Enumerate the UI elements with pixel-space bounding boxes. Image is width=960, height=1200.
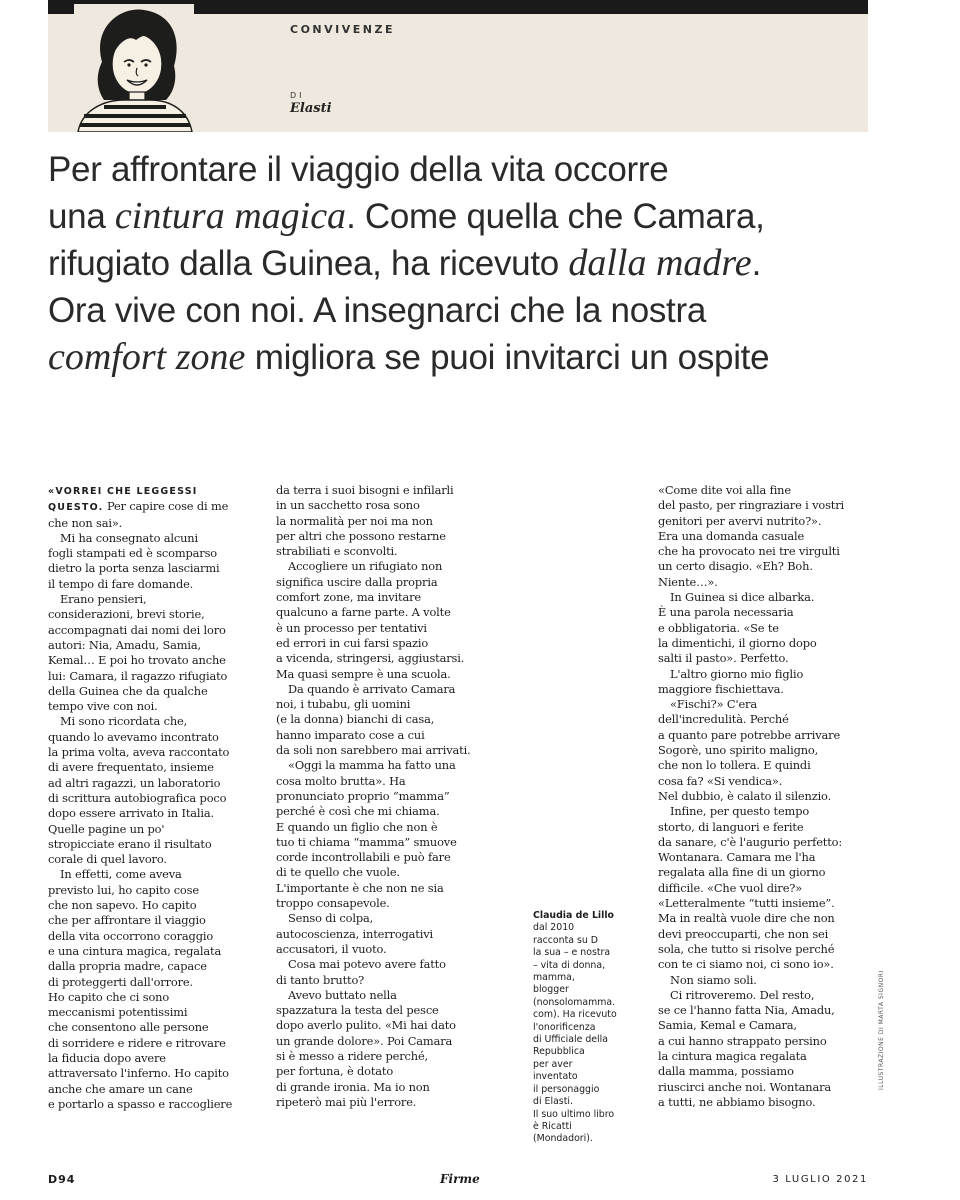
bio-line: la sua – e nostra (533, 947, 611, 959)
headline-text: una (48, 197, 115, 236)
text-line: in un sacchetto rosa sono (276, 498, 420, 513)
text-line: a cui hanno strappato persino (658, 1033, 827, 1048)
text-line: e una cintura magica, regalata (48, 943, 222, 958)
text-line: la prima volta, aveva raccontato (48, 745, 230, 760)
text-line: In effetti, come aveva (60, 867, 182, 882)
bio-line: – vita di donna, (533, 959, 606, 971)
lead-in: «VORREI CHE LEGGESSI (48, 486, 198, 497)
text-line: E quando un figlio che non è (276, 819, 438, 834)
text-line: quando lo avevamo incontrato (48, 729, 219, 744)
text-line: da sanare, c'è l'augurio perfetto: (658, 834, 843, 849)
text-line: strabiliati e sconvolti. (276, 544, 398, 559)
text-line: la normalità per noi ma non (276, 513, 433, 528)
text-line: spazzatura la testa del pesce (276, 1003, 439, 1018)
bio-line: blogger (533, 984, 569, 996)
text-line: Avevo buttato nella (288, 987, 397, 1002)
text-line: della vita occorrono coraggio (48, 928, 214, 943)
text-line: attraversato l'inferno. Ho capito (48, 1066, 229, 1081)
text-line: di scrittura autobiografica poco (48, 790, 227, 805)
text-line: È una parola necessaria (658, 605, 794, 620)
text-line: troppo consapevole. (276, 896, 390, 911)
text-line: Mi ha consegnato alcuni (60, 530, 198, 545)
bio-line: di Elasti. (533, 1096, 573, 1108)
paragraph (48, 867, 268, 1112)
text-line: che non sai». (48, 515, 123, 530)
text-line: «Oggi la mamma ha fatto una (288, 758, 456, 773)
text-line: hanno imparato cose a cui (276, 727, 425, 742)
paragraph (658, 973, 888, 988)
text-line: riuscirci anche noi. Wontanara (658, 1079, 832, 1094)
author-portrait-icon (74, 4, 194, 132)
text-line: lui: Camara, il ragazzo rifugiato (48, 668, 228, 683)
text-line: In Guinea si dice albarka. (670, 590, 815, 605)
text-line: Samia, Kemal e Camara, (658, 1018, 797, 1033)
text-line: che non sapevo. Ho capito (48, 898, 197, 913)
text-line: Accogliere un rifugiato non (288, 559, 443, 574)
paragraph (48, 516, 268, 531)
text-line: autocoscienza, interrogativi (276, 926, 434, 941)
text-line: se ce l'hanno fatta Nia, Amadu, (658, 1003, 835, 1018)
text-line: Niente…». (658, 574, 718, 589)
text-line: accusatori, il vuoto. (276, 941, 387, 956)
headline (48, 146, 908, 381)
text-line: difficile. «Che vuol dire?» (658, 880, 803, 895)
text-line: Ho capito che ci sono (48, 989, 170, 1004)
lead-rest: Per capire cose di me (103, 499, 229, 514)
text-line: dopo essere arrivato in Italia. (48, 806, 215, 821)
text-line: Cosa mai potevo avere fatto (288, 957, 446, 972)
paragraph (658, 590, 888, 666)
paragraph (48, 531, 268, 592)
bio-line: Repubblica (533, 1046, 585, 1058)
text-line: fogli stampati ed è scomparso (48, 546, 217, 561)
byline-author: Elasti (290, 101, 332, 116)
text-line: significa uscire dalla propria (276, 574, 438, 589)
text-line: a tutti, ne abbiamo bisogno. (658, 1094, 816, 1109)
text-line: autori: Nia, Amadu, Samia, (48, 637, 201, 652)
text-line: «Come dite voi alla fine (658, 483, 791, 497)
text-line: Era una domanda casuale (658, 528, 805, 543)
lead-paragraph (48, 483, 268, 516)
text-line: un grande dolore». Poi Camara (276, 1033, 453, 1048)
text-line: si è messo a ridere perché, (276, 1048, 429, 1063)
bio-line: (Mondadori). (533, 1133, 593, 1145)
text-line: dopo averlo pulito. «Mi hai dato (276, 1018, 456, 1033)
text-line: il tempo di fare domande. (48, 576, 194, 591)
headline-emphasis: cintura magica (114, 195, 347, 237)
paragraph (276, 682, 516, 758)
text-line: Sogorè, uno spirito maligno, (658, 743, 819, 758)
text-line: di avere frequentato, insieme (48, 760, 214, 775)
headline-line (48, 334, 908, 381)
text-line: Ci ritroveremo. Del resto, (670, 987, 815, 1002)
text-line: con te ci siamo noi, ci sono io». (658, 957, 834, 972)
text-line: che ha provocato nei tre virgulti (658, 544, 840, 559)
text-line: L'altro giorno mio figlio (670, 666, 804, 681)
text-line: ed errori in cui farsi spazio (276, 635, 429, 650)
illustration-credit: ILLUSTRAZIONE DI MARTA SIGNORI (878, 970, 885, 1090)
bio-line: mamma, (533, 972, 575, 984)
text-line: ad altri ragazzi, un laboratorio (48, 775, 221, 790)
text-line: qualcuno a farne parte. A volte (276, 605, 451, 620)
text-line: Infine, per questo tempo (670, 804, 810, 819)
paragraph (658, 483, 888, 590)
headline-text: . (751, 244, 762, 283)
text-line: previsto lui, ho capito cose (48, 882, 199, 897)
text-line: che non lo tollera. E quindi (658, 758, 811, 773)
text-line: «Letteralmente “tutti insieme”. (658, 896, 835, 911)
text-line: da terra i suoi bisogni e infilarli (276, 483, 454, 497)
text-line: per fortuna, è dotato (276, 1064, 394, 1079)
text-line: storto, di languori e ferite (658, 819, 804, 834)
text-line: corale di quel lavoro. (48, 852, 167, 867)
text-line: a vicenda, stringersi, aggiustarsi. (276, 651, 465, 666)
text-line: «Fischi?» C'era (670, 697, 757, 712)
text-line: considerazioni, brevi storie, (48, 607, 205, 622)
text-line: da soli non sarebbero mai arrivati. (276, 743, 471, 758)
text-line: Kemal… E poi ho trovato anche (48, 653, 226, 668)
text-line: del pasto, per ringraziare i vostri (658, 498, 845, 513)
lead-in: QUESTO. (48, 502, 104, 514)
text-line: L'importante è che non ne sia (276, 880, 444, 895)
text-line: di te quello che vuole. (276, 865, 400, 880)
text-line: dalla propria madre, capace (48, 959, 207, 974)
headline-line (48, 193, 908, 240)
bio-line: è Ricatti (533, 1120, 572, 1132)
text-line: pronunciato proprio “mamma” (276, 788, 450, 803)
paragraph (276, 559, 516, 681)
bio-name: Claudia de Lillo (533, 910, 614, 921)
text-line: corde incontrollabili e può fare (276, 850, 451, 865)
bio-line: Il suo ultimo libro (533, 1108, 615, 1120)
bio-line: per aver (533, 1058, 573, 1070)
bio-line: com). Ha ricevuto (533, 1009, 617, 1021)
text-column-1 (48, 483, 268, 1112)
text-line: che consentono alle persone (48, 1020, 209, 1035)
text-line: Ma in realtà vuole dire che non (658, 911, 835, 926)
headline-text: . Come quella che Camara, (346, 197, 765, 236)
section-name: Firme (440, 1172, 480, 1186)
page-number: D94 (48, 1173, 76, 1186)
text-line: cosa fa? «Si vendica». (658, 773, 783, 788)
text-line: maggiore fischiettava. (658, 681, 784, 696)
text-line: della Guinea che da qualche (48, 683, 208, 698)
text-line: tuo ti chiama “mamma” smuove (276, 834, 457, 849)
text-line: Wontanara. Camara me l'ha (658, 850, 816, 865)
text-line: a quanto pare potrebbe arrivare (658, 727, 841, 742)
text-line: salti il pasto». Perfetto. (658, 651, 789, 666)
text-line: genitori per avervi nutrito?». (658, 513, 822, 528)
text-line: Erano pensieri, (60, 592, 147, 607)
paragraph (48, 714, 268, 867)
text-line: che per affrontare il viaggio (48, 913, 206, 928)
text-line: Da quando è arrivato Camara (288, 681, 456, 696)
headline-text: migliora se puoi invitarci un ospite (245, 338, 770, 377)
text-line: stropicciate erano il risultato (48, 836, 212, 851)
text-line: accompagnati dai nomi dei loro (48, 622, 226, 637)
text-line: ripeterò mai più l'errore. (276, 1094, 417, 1109)
headline-emphasis: comfort zone (48, 336, 246, 378)
bio-line: l'onorificenza (533, 1021, 596, 1033)
text-line: dell'incredulità. Perché (658, 712, 789, 727)
text-line: regalata alla fine di un giorno (658, 865, 826, 880)
headline-text: rifugiato dalla Guinea, ha ricevuto (48, 244, 569, 283)
paragraph (658, 804, 888, 972)
bio-line: inventato (533, 1071, 578, 1083)
text-line: di tanto brutto? (276, 972, 365, 987)
text-column-2 (276, 483, 516, 1110)
text-line: Ma quasi sempre è una scuola. (276, 666, 451, 681)
text-line: la cintura magica regalata (658, 1048, 807, 1063)
paragraph (276, 988, 516, 1110)
paragraph (276, 911, 516, 957)
headline-line (48, 287, 908, 334)
text-line: sola, che tutto si risolve perché (658, 941, 835, 956)
text-line: dietro la porta senza lasciarmi (48, 561, 220, 576)
text-line: e obbligatoria. «Se te (658, 620, 779, 635)
bio-line: (nonsolomamma. (533, 996, 616, 1008)
text-line: di proteggerti dall'orrore. (48, 974, 193, 989)
author-bio (533, 910, 643, 1146)
text-line: di sorridere e ridere e ritrovare (48, 1035, 226, 1050)
text-line: Senso di colpa, (288, 911, 374, 926)
text-line: (e la donna) bianchi di casa, (276, 712, 435, 727)
paragraph (276, 483, 516, 559)
headline-line (48, 146, 908, 193)
text-line: dalla mamma, possiamo (658, 1064, 794, 1079)
text-line: Nel dubbio, è calato il silenzio. (658, 788, 832, 803)
text-line: la dimentichi, il giorno dopo (658, 635, 817, 650)
headline-emphasis: dalla madre (568, 242, 752, 284)
paragraph (48, 592, 268, 714)
text-line: cosa molto brutta». Ha (276, 773, 406, 788)
text-line: Mi sono ricordata che, (60, 714, 188, 729)
byline-prefix: DI (290, 91, 305, 100)
text-line: è un processo per tentativi (276, 620, 427, 635)
headline-line (48, 240, 908, 287)
bio-line: dal 2010 (533, 922, 575, 934)
bio-line: il personaggio (533, 1083, 600, 1095)
text-line: meccanismi potentissimi (48, 1005, 188, 1020)
text-line: noi, i tubabu, gli uomini (276, 697, 411, 712)
text-line: e portarlo a spasso e raccogliere (48, 1096, 233, 1111)
paragraph (658, 988, 888, 1110)
bio-line: racconta su D (533, 934, 599, 946)
text-line: devi preoccuparti, che non sei (658, 926, 829, 941)
bio-line: di Ufficiale della (533, 1034, 608, 1046)
text-line: perché è così che mi chiama. (276, 804, 440, 819)
text-line: per altri che possono restarne (276, 528, 446, 543)
paragraph (276, 957, 516, 988)
text-line: Non siamo soli. (670, 972, 757, 987)
text-line: tempo vive con noi. (48, 699, 158, 714)
text-line: Quelle pagine un po' (48, 821, 165, 836)
text-line: la fiducia dopo avere (48, 1050, 166, 1065)
text-line: un certo disagio. «Eh? Boh. (658, 559, 813, 574)
headline-text: Per affrontare il viaggio della vita occorre (48, 150, 669, 189)
paragraph (276, 758, 516, 911)
text-line: anche che amare un cane (48, 1081, 193, 1096)
paragraph (658, 697, 888, 804)
issue-date: 3 LUGLIO 2021 (772, 1174, 868, 1185)
text-line: di grande ironia. Ma io non (276, 1079, 430, 1094)
bio-text (533, 922, 643, 1145)
headline-text: Ora vive con noi. A insegnarci che la nostra (48, 291, 707, 330)
text-column-3 (658, 483, 888, 1110)
section-rubric: CONVIVENZE (290, 23, 395, 36)
text-line: comfort zone, ma invitare (276, 590, 422, 605)
paragraph (658, 667, 888, 698)
